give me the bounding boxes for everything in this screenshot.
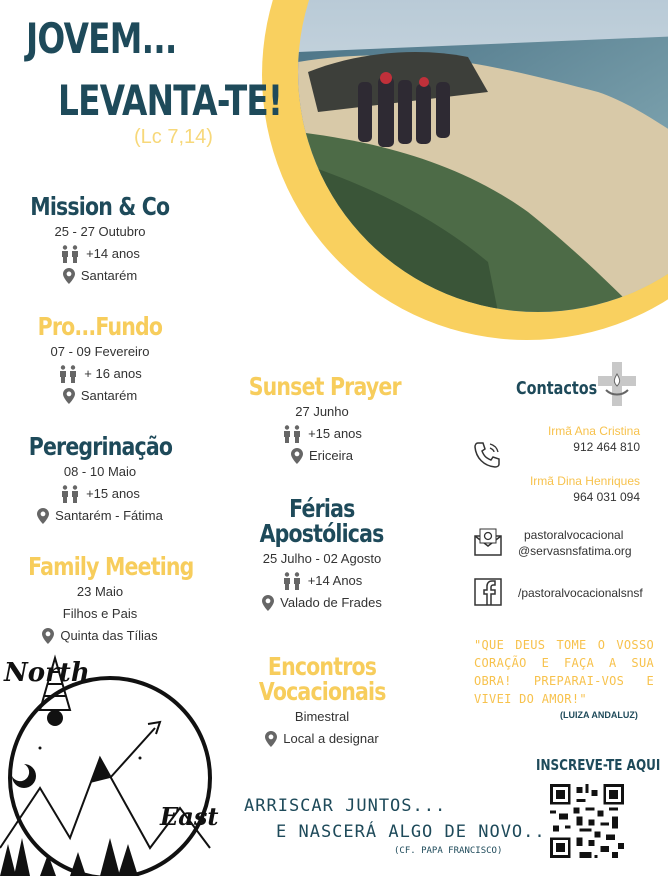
event-place: Santarém [80, 388, 138, 403]
people-icon [60, 485, 80, 503]
event-age: +15 anos [86, 486, 140, 501]
event-place-row [10, 385, 190, 407]
people-icon [282, 572, 302, 590]
event-date: 23 Maio [76, 584, 124, 599]
slogan-line1: ARRISCAR JUNTOS... [244, 796, 447, 816]
contacts-title: Contactos [516, 378, 598, 399]
location-pin-icon [63, 268, 75, 284]
contact-phone[interactable]: 912 464 810 [573, 440, 640, 454]
event-age: +15 anos [308, 426, 362, 441]
event-family-meeting [10, 552, 194, 647]
event-place-row [10, 265, 190, 287]
quote-text: "QUE DEUS TOME O VOSSO CORAÇÃO E FAÇA A SUA OBRA! PREPARAI-VOS E VIVEI DO AMOR!" [474, 638, 654, 706]
event-place-row [232, 592, 412, 614]
facebook-page[interactable]: /pastoralvocacionalsnsf [518, 586, 643, 600]
location-pin-icon [63, 388, 75, 404]
event-place-row [232, 728, 412, 750]
event-title: Pro...Fundo [37, 312, 163, 341]
event-place: Valado de Frades [280, 595, 382, 610]
event-ferias-apostolicas [232, 494, 412, 614]
event-peregrinacao [10, 432, 190, 527]
event-date: 25 Julho - 02 Agosto [262, 551, 382, 566]
event-pro-fundo [10, 312, 190, 407]
email-icon [474, 528, 502, 561]
signup-label: INSCREVE-TE AQUI [536, 756, 661, 774]
event-age: + 16 anos [84, 366, 142, 381]
event-encontros-vocacionais [232, 652, 412, 750]
congregation-logo-icon [598, 362, 636, 411]
event-place-row [10, 505, 190, 527]
event-title-line2: Vocacionais [258, 677, 386, 706]
event-title: Peregrinação [28, 432, 172, 461]
slogan-line2: E NASCERÁ ALGO DE NOVO.. [276, 822, 546, 842]
facebook-icon [474, 578, 502, 611]
slogan-source: (CF. PAPA FRANCISCO) [394, 846, 503, 856]
compass-east-label: East [160, 802, 219, 831]
location-pin-icon [262, 595, 274, 611]
main-title-line2: LEVANTA-TE! [58, 76, 283, 125]
event-age-row [232, 423, 412, 445]
event-age: +14 Anos [307, 573, 363, 588]
event-age-row [232, 570, 412, 592]
event-title-line2: Apostólicas [260, 519, 384, 548]
event-title-line1: Encontros [267, 652, 377, 681]
contact-phone[interactable]: 964 031 094 [573, 490, 640, 504]
main-title-line1: JOVEM... [26, 14, 177, 63]
event-title: Sunset Prayer [248, 372, 401, 401]
event-title: Family Meeting [28, 552, 194, 581]
event-date: Bimestral [294, 709, 350, 724]
compass-illustration [0, 648, 230, 876]
event-age-row [10, 363, 190, 385]
event-date: 08 - 10 Maio [63, 464, 137, 479]
event-place-row [232, 445, 412, 467]
event-age-row [10, 483, 190, 505]
event-age: Filhos e Pais [62, 606, 138, 621]
email-user[interactable]: pastoralvocacional [524, 528, 624, 542]
email-domain[interactable]: @servasnsfatima.org [518, 544, 632, 558]
event-title: Mission & Co [30, 192, 170, 221]
event-date: 25 - 27 Outubro [54, 224, 146, 239]
event-sunset-prayer [232, 372, 412, 467]
event-date: 07 - 09 Fevereiro [50, 344, 150, 359]
contact-name: Irmã Dina Henriques [529, 474, 640, 488]
compass-north-label: North [4, 658, 90, 688]
event-age: +14 anos [86, 246, 140, 261]
phone-icon [472, 440, 502, 475]
event-date: 27 Junho [295, 404, 349, 419]
people-icon [282, 425, 302, 443]
location-pin-icon [291, 448, 303, 464]
people-icon [60, 245, 80, 263]
bible-reference: (Lc 7,14) [134, 126, 213, 148]
contact-name: Irmã Ana Cristina [547, 424, 640, 438]
event-place: Santarém - Fátima [55, 508, 163, 523]
qr-code[interactable] [550, 784, 624, 863]
event-place: Local a designar [283, 731, 379, 746]
location-pin-icon [42, 628, 54, 644]
event-mission-co [10, 192, 190, 287]
event-place-row [10, 625, 190, 647]
location-pin-icon [265, 731, 277, 747]
location-pin-icon [37, 508, 49, 524]
event-age-row [10, 243, 190, 265]
event-title-line1: Férias [289, 494, 355, 523]
event-place: Ericeira [308, 448, 354, 463]
people-icon [58, 365, 78, 383]
event-place: Santarém [80, 268, 138, 283]
quote-author: (LUIZA ANDALUZ) [560, 710, 638, 720]
event-place: Quinta das Tílias [60, 628, 158, 643]
